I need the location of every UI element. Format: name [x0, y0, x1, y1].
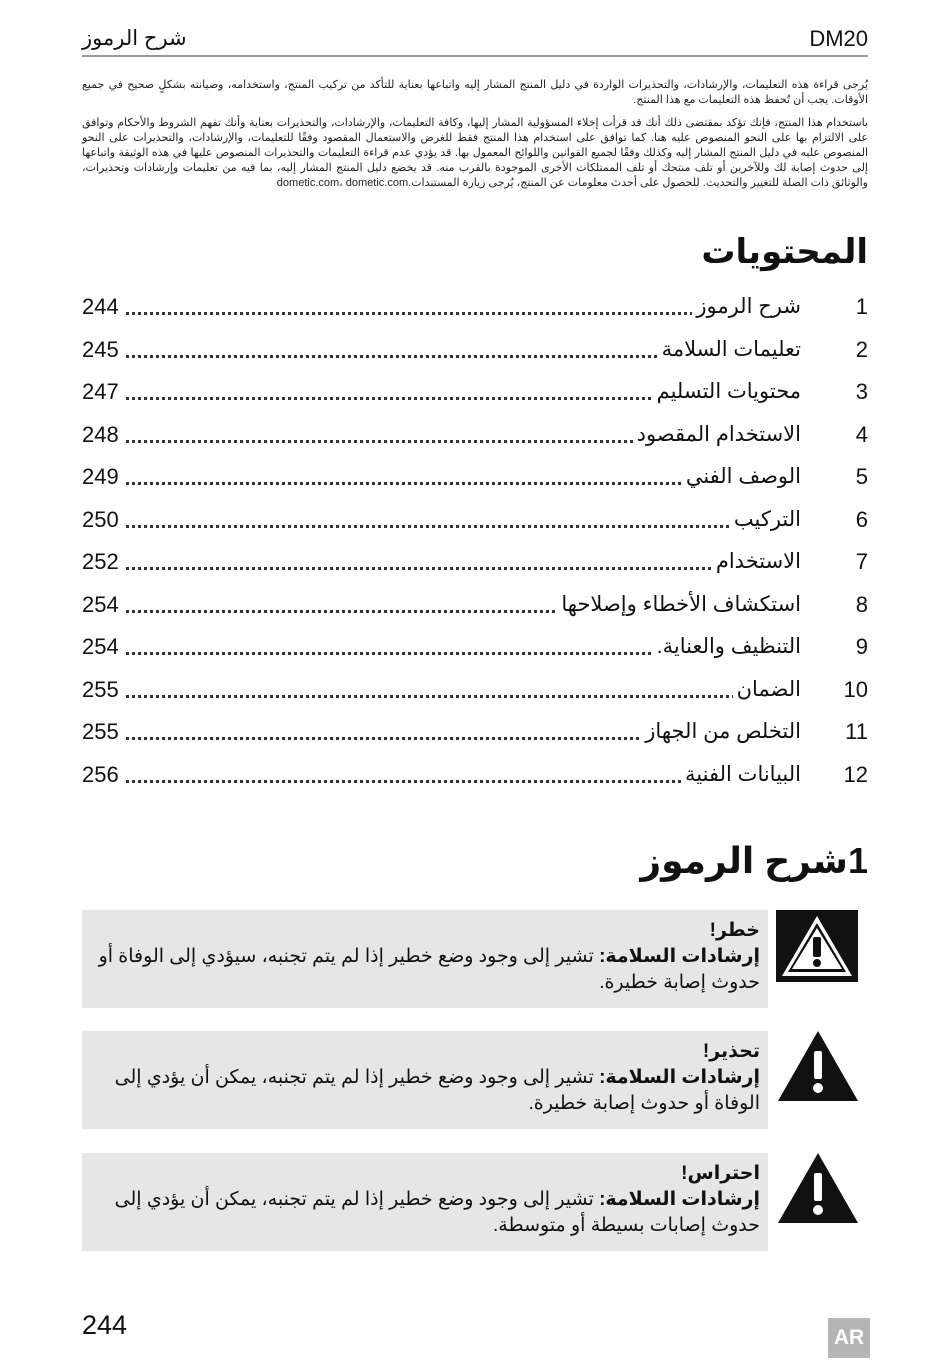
toc-leader-dots — [126, 525, 801, 528]
toc-entry-label: استكشاف الأخطاء وإصلاحها — [557, 592, 801, 617]
toc-entry[interactable] — [82, 630, 868, 673]
toc-entry[interactable] — [82, 290, 868, 333]
toc-entry[interactable] — [82, 375, 868, 418]
notice-label: إرشادات السلامة: — [599, 1067, 760, 1088]
toc-entry-number: 8 — [855, 591, 868, 617]
notice-label: إرشادات السلامة: — [599, 1189, 760, 1210]
toc-entry-number: 5 — [855, 464, 868, 489]
danger-warning-icon — [776, 910, 858, 982]
intro-paragraph-1: يُرجى قراءة هذه التعليمات، والإرشادات، والتحذيرات الواردة في دليل المنتج المشار إليه واتباعها بعناية للتأكد من تركيب المنتج، واستخدامه، وصيانته بشكلٍ صحيح في جميع الأوقات. يجب أن تُحفظ هذه التعليمات مع هذا المنتج. — [82, 79, 868, 106]
toc-entry[interactable] — [82, 460, 868, 503]
toc-entry-page: 254 — [82, 592, 123, 618]
danger-notice — [82, 910, 768, 1008]
notice-label: إرشادات السلامة: — [599, 946, 760, 967]
language-badge: AR — [828, 1318, 870, 1358]
toc-entry-number: 10 — [843, 676, 868, 702]
toc-entry-label: شرح الرموز — [692, 294, 801, 319]
toc-entry-number: 6 — [855, 506, 868, 532]
toc-entry[interactable] — [82, 588, 868, 631]
toc-entry[interactable] — [82, 333, 868, 376]
toc-entry-page: 244 — [82, 294, 123, 320]
toc-entry-page: 252 — [82, 549, 123, 575]
toc-entry-page: 248 — [82, 422, 123, 448]
caution-triangle-icon — [776, 1151, 860, 1225]
page-number: 244 — [82, 1310, 128, 1340]
toc-entry-number: 3 — [855, 379, 868, 404]
toc-entry-label: التركيب — [730, 507, 801, 532]
caution-notice — [82, 1153, 768, 1251]
toc-title: المحتويات — [701, 233, 868, 271]
header-section-title: شرح الرموز — [82, 27, 187, 50]
toc-entry[interactable] — [82, 545, 868, 588]
toc-entry[interactable] — [82, 758, 868, 801]
warning-notice — [82, 1031, 768, 1129]
toc-entry-label: الوصف الفني — [682, 464, 801, 489]
toc-entry-label: الضمان — [733, 677, 801, 702]
toc-entry-number: 2 — [855, 336, 868, 362]
toc-entry-number: 7 — [855, 549, 868, 574]
toc-entry-page: 245 — [82, 337, 123, 363]
toc-entry-label: البيانات الفنية — [681, 762, 801, 787]
toc-entry-label: التنظيف والعناية. — [653, 634, 801, 659]
toc-entry-label: تعليمات السلامة — [658, 337, 801, 362]
section-1-title: 1شرح الرموز — [640, 840, 868, 881]
toc-entry-page: 255 — [82, 677, 123, 703]
toc-entry[interactable] — [82, 673, 868, 716]
header-model: DM20 — [809, 26, 868, 51]
toc-entry-page: 254 — [82, 634, 123, 660]
notice-signal-word: احتراس! — [681, 1163, 760, 1184]
notice-text: تشير إلى وجود وضع خطير إذا لم يتم تجنبه، سيؤدي إلى الوفاة أو حدوث إصابة خطيرة. — [98, 946, 760, 993]
toc-entry[interactable] — [82, 503, 868, 546]
toc-entry-number: 1 — [855, 294, 868, 319]
toc-entry-label: الاستخدام المقصود — [633, 422, 801, 447]
intro-paragraph-2: باستخدام هذا المنتج، فإنك تؤكد بمقتضى ذلك أنك قد قرأت إخلاء المسؤولية المشار إليها، وكافة التعليمات، والإرشادات، والتحذيرات بعناية وأنك تفهم الشروط والأحكام وتوافق على الالتزام بها على النحو المنصوص عليه هنا. كما توافق على استخدام هذا المنتج فقط للغرض والاستعمال المقصود وفقًا للتعليمات، والإرشادات، والتحذيرات على النحو المنصوص عليه في دليل المنتج المشار إليه وكذلك وفقًا لجميع القوانين واللوائح المعمول بها. قد يؤدي عدم قراءة التعليمات والتحذيرات المنصوص عليها في هذه الوثيقة واتباعها إلى حدوث إصابة لك وللآخرين أو تلف منتجك أو تلف الممتلكات الأخرى الموجودة بالقرب منه. قد يخضع دليل المنتج المشار إليه، بما فيه من تعليمات وإرشادات وتحذيرات، والوثائق ذات الصلة للتغيير والتحديث. للحصول على أحدث معلومات عن المنتج، يُرجى زيارة المستندات.dometic.com، dometic.com — [82, 117, 868, 189]
toc-entry-number: 4 — [855, 421, 868, 447]
table-of-contents — [82, 290, 868, 800]
header-divider — [82, 55, 868, 57]
toc-entry-label: الاستخدام — [712, 549, 801, 574]
toc-entry-page: 255 — [82, 719, 123, 745]
toc-entry-number: 11 — [845, 719, 868, 744]
toc-entry-label: التخلص من الجهاز — [641, 719, 801, 744]
toc-entry[interactable] — [82, 715, 868, 758]
toc-leader-dots — [126, 567, 801, 570]
notice-signal-word: تحذير! — [702, 1041, 760, 1062]
toc-entry-label: محتويات التسليم — [653, 379, 801, 404]
toc-leader-dots — [126, 695, 801, 698]
notice-text: تشير إلى وجود وضع خطير إذا لم يتم تجنبه، يمكن أن يؤدي إلى الوفاة أو حدوث إصابة خطيرة. — [114, 1067, 760, 1114]
warning-triangle-icon — [776, 1029, 860, 1103]
toc-entry-page: 256 — [82, 762, 123, 788]
toc-entry-page: 249 — [82, 464, 123, 490]
notice-text: تشير إلى وجود وضع خطير إذا لم يتم تجنبه، يمكن أن يؤدي إلى حدوث إصابات بسيطة أو متوسطة. — [114, 1189, 760, 1236]
toc-entry-page: 247 — [82, 379, 123, 405]
notice-signal-word: خطر! — [709, 920, 760, 941]
toc-entry[interactable] — [82, 418, 868, 461]
toc-entry-number: 12 — [843, 761, 868, 787]
toc-entry-number: 9 — [855, 634, 868, 659]
toc-entry-page: 250 — [82, 507, 123, 533]
